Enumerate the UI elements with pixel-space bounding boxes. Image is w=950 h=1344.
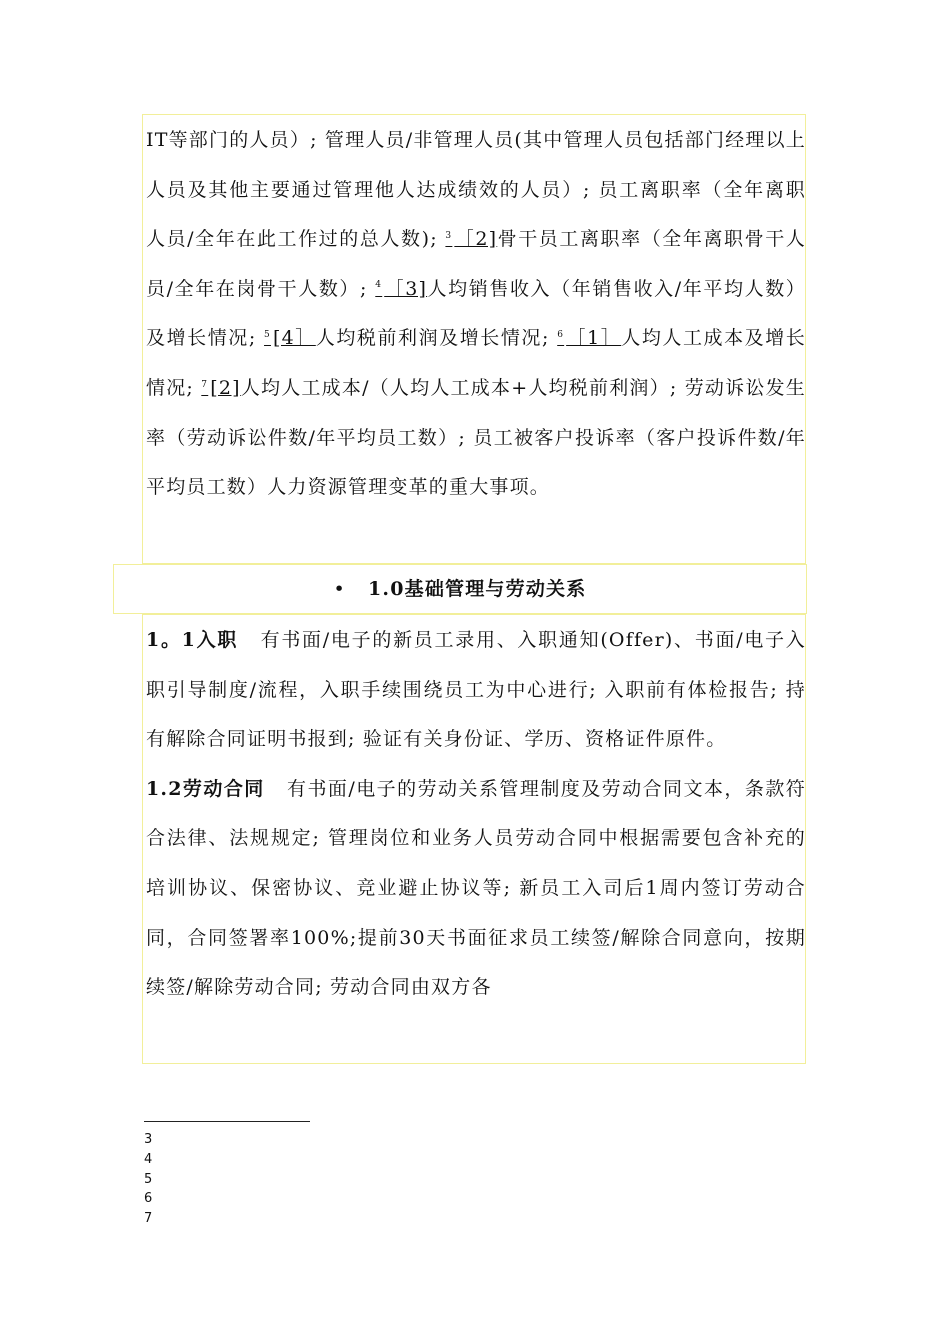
footnote-reference[interactable] xyxy=(264,327,316,349)
paragraph-text: 人均人工成本及增长情况; xyxy=(146,327,806,399)
footnote-marker: 5 xyxy=(264,330,271,341)
paragraph-text: 骨干员工离职率（全年离职骨干人员/全年在岗骨干人数）; xyxy=(146,228,806,300)
paragraph-text: IT等部门的人员）; 管理人员/非管理人员(其中管理人员包括部门经理以上人员及其他主要通过管理他人达成绩效的人员）; 员工离职率（全年离职人员/全年在此工作过的总人数); xyxy=(146,129,806,251)
bullet-icon: • xyxy=(333,578,346,600)
item-labor-contract xyxy=(146,765,806,1013)
footnote-number: 4 xyxy=(144,1151,153,1167)
paragraph-text: 人均销售收入（年销售收入/年平均人数）及增长情况; xyxy=(146,277,806,350)
citation-label: ［2] xyxy=(454,228,498,251)
citation-label: ［3] xyxy=(384,277,428,300)
citation-label: ［1］ xyxy=(566,327,622,350)
item-title: 1.2劳动合同 xyxy=(146,777,265,800)
footnote-number: 5 xyxy=(144,1171,153,1187)
paragraph-text: 人均人工成本/（人均人工成本+人均税前利润）; 劳动诉讼发生率（劳动诉讼件数/年平均员工数）; 员工被客户投诉率（客户投诉件数/年平均员工数）人力资源管理变革的重大事项。 xyxy=(146,376,806,499)
footnote-separator xyxy=(144,1121,310,1122)
item-body: 有书面/电子的新员工录用、入职通知(Offer)、书面/电子入职引导制度/流程，入职手续围绕员工为中心进行; 入职前有体检报告; 持有解除合同证明书报到; 验证有关身份证、学历、资格证件原件。 xyxy=(146,629,806,751)
statistics-paragraph xyxy=(146,116,806,513)
footnote-marker: 7 xyxy=(201,379,209,390)
footnote-number: 3 xyxy=(144,1132,153,1147)
footnote-number: 7 xyxy=(144,1211,153,1227)
footnote-marker: 3 xyxy=(445,230,453,241)
footnote-reference[interactable] xyxy=(201,377,240,399)
citation-label: [4］ xyxy=(272,327,316,350)
footnote-list xyxy=(144,1130,152,1229)
citation-label: [2] xyxy=(210,376,241,399)
footnote-reference[interactable] xyxy=(557,327,621,349)
footnote-marker: 6 xyxy=(557,330,565,341)
section-title: 1.0基础管理与劳动关系 xyxy=(367,578,587,600)
footnote-marker: 4 xyxy=(375,280,383,291)
footnote-reference[interactable] xyxy=(375,278,427,300)
footnote-number: 6 xyxy=(144,1191,153,1207)
item-body: 有书面/电子的劳动关系管理制度及劳动合同文本，条款符合法律、法规规定; 管理岗位和业务人员劳动合同中根据需要包含补充的培训协议、保密协议、竞业避止协议等; 新员工入司后1周内签订劳动合同，合同签署率100%;提前30天书面征求员工续签/解除合同意向，按期续签/解除劳动合同; 劳动合同由双方各 xyxy=(146,777,806,999)
paragraph-text: 人均税前利润及增长情况; xyxy=(315,327,558,350)
footnote-reference[interactable] xyxy=(445,228,497,250)
item-onboarding xyxy=(146,616,806,765)
item-title: 1。1入职 xyxy=(146,629,239,651)
section-heading xyxy=(113,564,807,614)
section-body xyxy=(146,616,806,1013)
